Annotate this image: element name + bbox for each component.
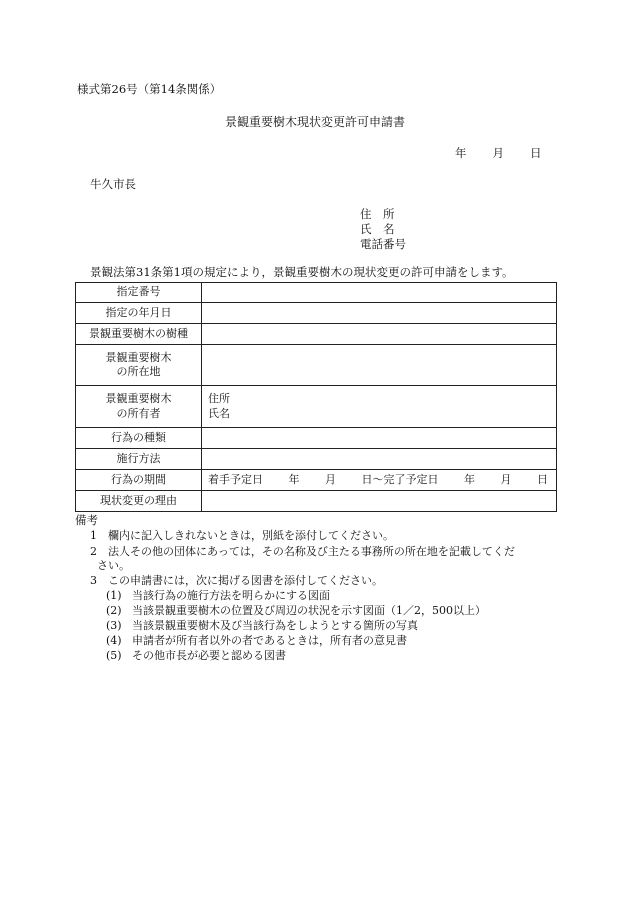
table-row (76, 470, 557, 491)
method-label: 施行方法 (76, 449, 202, 470)
period-field[interactable] (202, 470, 557, 491)
attachment-item: (5) その他市長が必要と認める図書 (106, 649, 286, 662)
note-1: 1 欄内に記入しきれないときは，別紙を添付してください。 (90, 529, 394, 542)
applicant-name-label: 氏 名 (360, 222, 395, 236)
document-title: 景観重要樹木現状変更許可申請書 (224, 115, 405, 129)
attachment-item: (3) 当該景観重要樹木及び当該行為をしようとする箇所の写真 (106, 619, 418, 632)
period-end-day: 日 (537, 472, 548, 486)
addressee: 牛久市長 (90, 177, 136, 191)
act-type-label: 行為の種類 (76, 428, 202, 449)
date-month-label: 月 (492, 146, 504, 160)
period-value (208, 473, 556, 487)
period-start-label: 着手予定日 (208, 472, 263, 486)
period-end-month: 月 (500, 472, 512, 486)
location-label-line2: の所在地 (116, 365, 161, 378)
applicant-block (360, 207, 406, 252)
owner-label-line2: の所有者 (116, 406, 161, 420)
table-row (76, 449, 557, 470)
table-row (76, 324, 557, 345)
date-year-label: 年 (455, 146, 467, 160)
date-day-label: 日 (530, 146, 542, 160)
reason-field[interactable] (202, 491, 557, 512)
note-2-continued: さい。 (97, 559, 130, 572)
table-row (76, 345, 557, 386)
application-table (75, 282, 557, 512)
designation-date-field[interactable] (202, 303, 557, 324)
note-2: 2 法人その他の団体にあっては，その名称及び主たる事務所の所在地を記載してくだ (90, 545, 515, 558)
applicant-phone-label: 電話番号 (360, 237, 406, 251)
location-label (76, 345, 202, 386)
applicant-address-label: 住 所 (360, 207, 395, 221)
location-field[interactable] (202, 345, 557, 386)
method-field[interactable] (202, 449, 557, 470)
period-label: 行為の期間 (76, 470, 202, 491)
period-end-year: 年 (464, 472, 475, 486)
species-field[interactable] (202, 324, 557, 345)
owner-label (76, 386, 202, 428)
notes-heading: 備考 (75, 513, 98, 527)
note-3: 3 この申請書には，次に掲げる図書を添付してください。 (90, 574, 383, 587)
period-end-label: 日〜完了予定日 (361, 472, 439, 486)
owner-name-label: 氏名 (208, 406, 230, 420)
table-row (76, 428, 557, 449)
table-row (76, 386, 557, 428)
owner-address-label: 住所 (208, 392, 230, 406)
owner-field[interactable] (202, 386, 557, 428)
form-number-label: 様式第26号（第14条関係） (77, 82, 222, 96)
attachment-item: (1) 当該行為の施行方法を明らかにする図面 (106, 589, 330, 602)
reason-label: 現状変更の理由 (76, 491, 202, 512)
act-type-field[interactable] (202, 428, 557, 449)
species-label: 景観重要樹木の樹種 (76, 324, 202, 345)
designation-number-label: 指定番号 (76, 283, 202, 303)
intro-text: 景観法第31条第1項の規定により，景観重要樹木の現状変更の許可申請をします。 (90, 265, 514, 279)
attachment-item: (2) 当該景観重要樹木の位置及び周辺の状況を示す図面（1／2，500以上） (106, 604, 486, 617)
table-row (76, 303, 557, 324)
location-label-line1: 景観重要樹木 (105, 350, 172, 364)
designation-date-label: 指定の年月日 (76, 303, 202, 324)
date-line (455, 146, 542, 161)
table-row (76, 491, 557, 512)
designation-number-field[interactable] (202, 283, 557, 303)
table-row (76, 283, 557, 303)
attachment-item: (4) 申請者が所有者以外の者であるときは，所有者の意見書 (106, 634, 407, 647)
period-start-year: 年 (288, 472, 300, 486)
period-start-month: 月 (325, 472, 336, 486)
owner-label-line1: 景観重要樹木 (105, 392, 172, 406)
